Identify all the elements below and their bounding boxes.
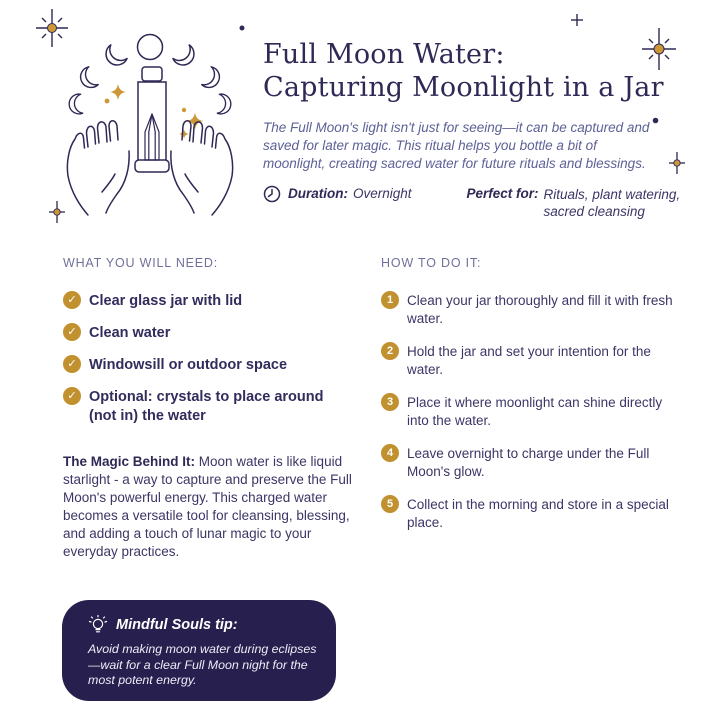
dot-icon: [239, 25, 245, 31]
header: [263, 38, 713, 220]
intro-text: The Full Moon's light isn't just for seeing—it can be captured and saved for later magic. This ritual helps you bottle a bit of moonlight, creating sacred water for future rituals and blessings.: [263, 120, 650, 171]
step-number-badge: 4: [381, 444, 399, 462]
step-item: 3 Place it where moonlight can shine directly into the water.: [381, 393, 681, 429]
step-item: 5 Collect in the morning and store in a special place.: [381, 495, 681, 531]
check-icon: ✓: [63, 323, 81, 341]
crystal-icon: [145, 114, 159, 160]
list-item: ✓ Clear glass jar with lid: [63, 291, 363, 311]
list-item: ✓ Windowsill or outdoor space: [63, 355, 363, 375]
magic-label: The Magic Behind It:: [63, 454, 196, 469]
sparkle-icon: [105, 84, 204, 139]
steps-heading: HOW TO DO IT:: [381, 256, 482, 270]
magic-paragraph: [63, 453, 359, 561]
check-icon: ✓: [63, 387, 81, 405]
meta-row: [263, 186, 713, 220]
title-line-1: Full Moon Water:: [263, 39, 505, 70]
step-number-badge: 1: [381, 291, 399, 309]
step-item: 4 Leave overnight to charge under the Full Moon's glow.: [381, 444, 681, 480]
tip-header: [88, 615, 322, 635]
clock-icon: [263, 185, 281, 203]
step-item: 2 Hold the jar and set your intention for the water.: [381, 342, 681, 378]
needs-heading: WHAT YOU WILL NEED:: [63, 256, 219, 270]
tip-box: [62, 600, 336, 701]
duration-group: [263, 186, 412, 203]
how-to-section: [381, 256, 681, 546]
check-icon: ✓: [63, 291, 81, 309]
check-icon: ✓: [63, 355, 81, 373]
page-title: [263, 38, 713, 104]
step-item: 1 Clean your jar thoroughly and fill it with fresh water.: [381, 291, 681, 327]
step-number-badge: 2: [381, 342, 399, 360]
list-item: ✓ Clean water: [63, 323, 363, 343]
perfect-for-group: [467, 186, 704, 220]
duration-label: Duration:: [288, 186, 348, 201]
perfect-for-value: Rituals, plant watering, sacred cleansing: [543, 187, 681, 219]
step-number-badge: 3: [381, 393, 399, 411]
bottle-icon: [135, 67, 169, 172]
list-item: ✓ Optional: crystals to place around (not in) the water: [63, 387, 363, 426]
what-you-need-section: [63, 256, 363, 561]
duration-value: Overnight: [353, 186, 412, 201]
tip-body: Avoid making moon water during eclipses—wait for a clear Full Moon night for the most potent energy.: [88, 642, 317, 687]
tip-title: Mindful Souls tip:: [116, 617, 238, 633]
moon-phases-icon: [68, 35, 232, 115]
perfect-for-label: Perfect for:: [466, 186, 539, 201]
step-number-badge: 5: [381, 495, 399, 513]
magic-text: Moon water is like liquid starlight - a way to capture and preserve the Full Moon's powerful energy. This charged water becomes a versatile tool for cleansing, blessing, and adding a touch of lunar magic to your everyday practices.: [63, 454, 352, 559]
title-line-2: Capturing Moonlight in a Jar: [263, 72, 664, 103]
plus-icon: [569, 12, 585, 28]
moon-water-illustration: [38, 20, 234, 220]
lightbulb-icon: [88, 615, 108, 635]
